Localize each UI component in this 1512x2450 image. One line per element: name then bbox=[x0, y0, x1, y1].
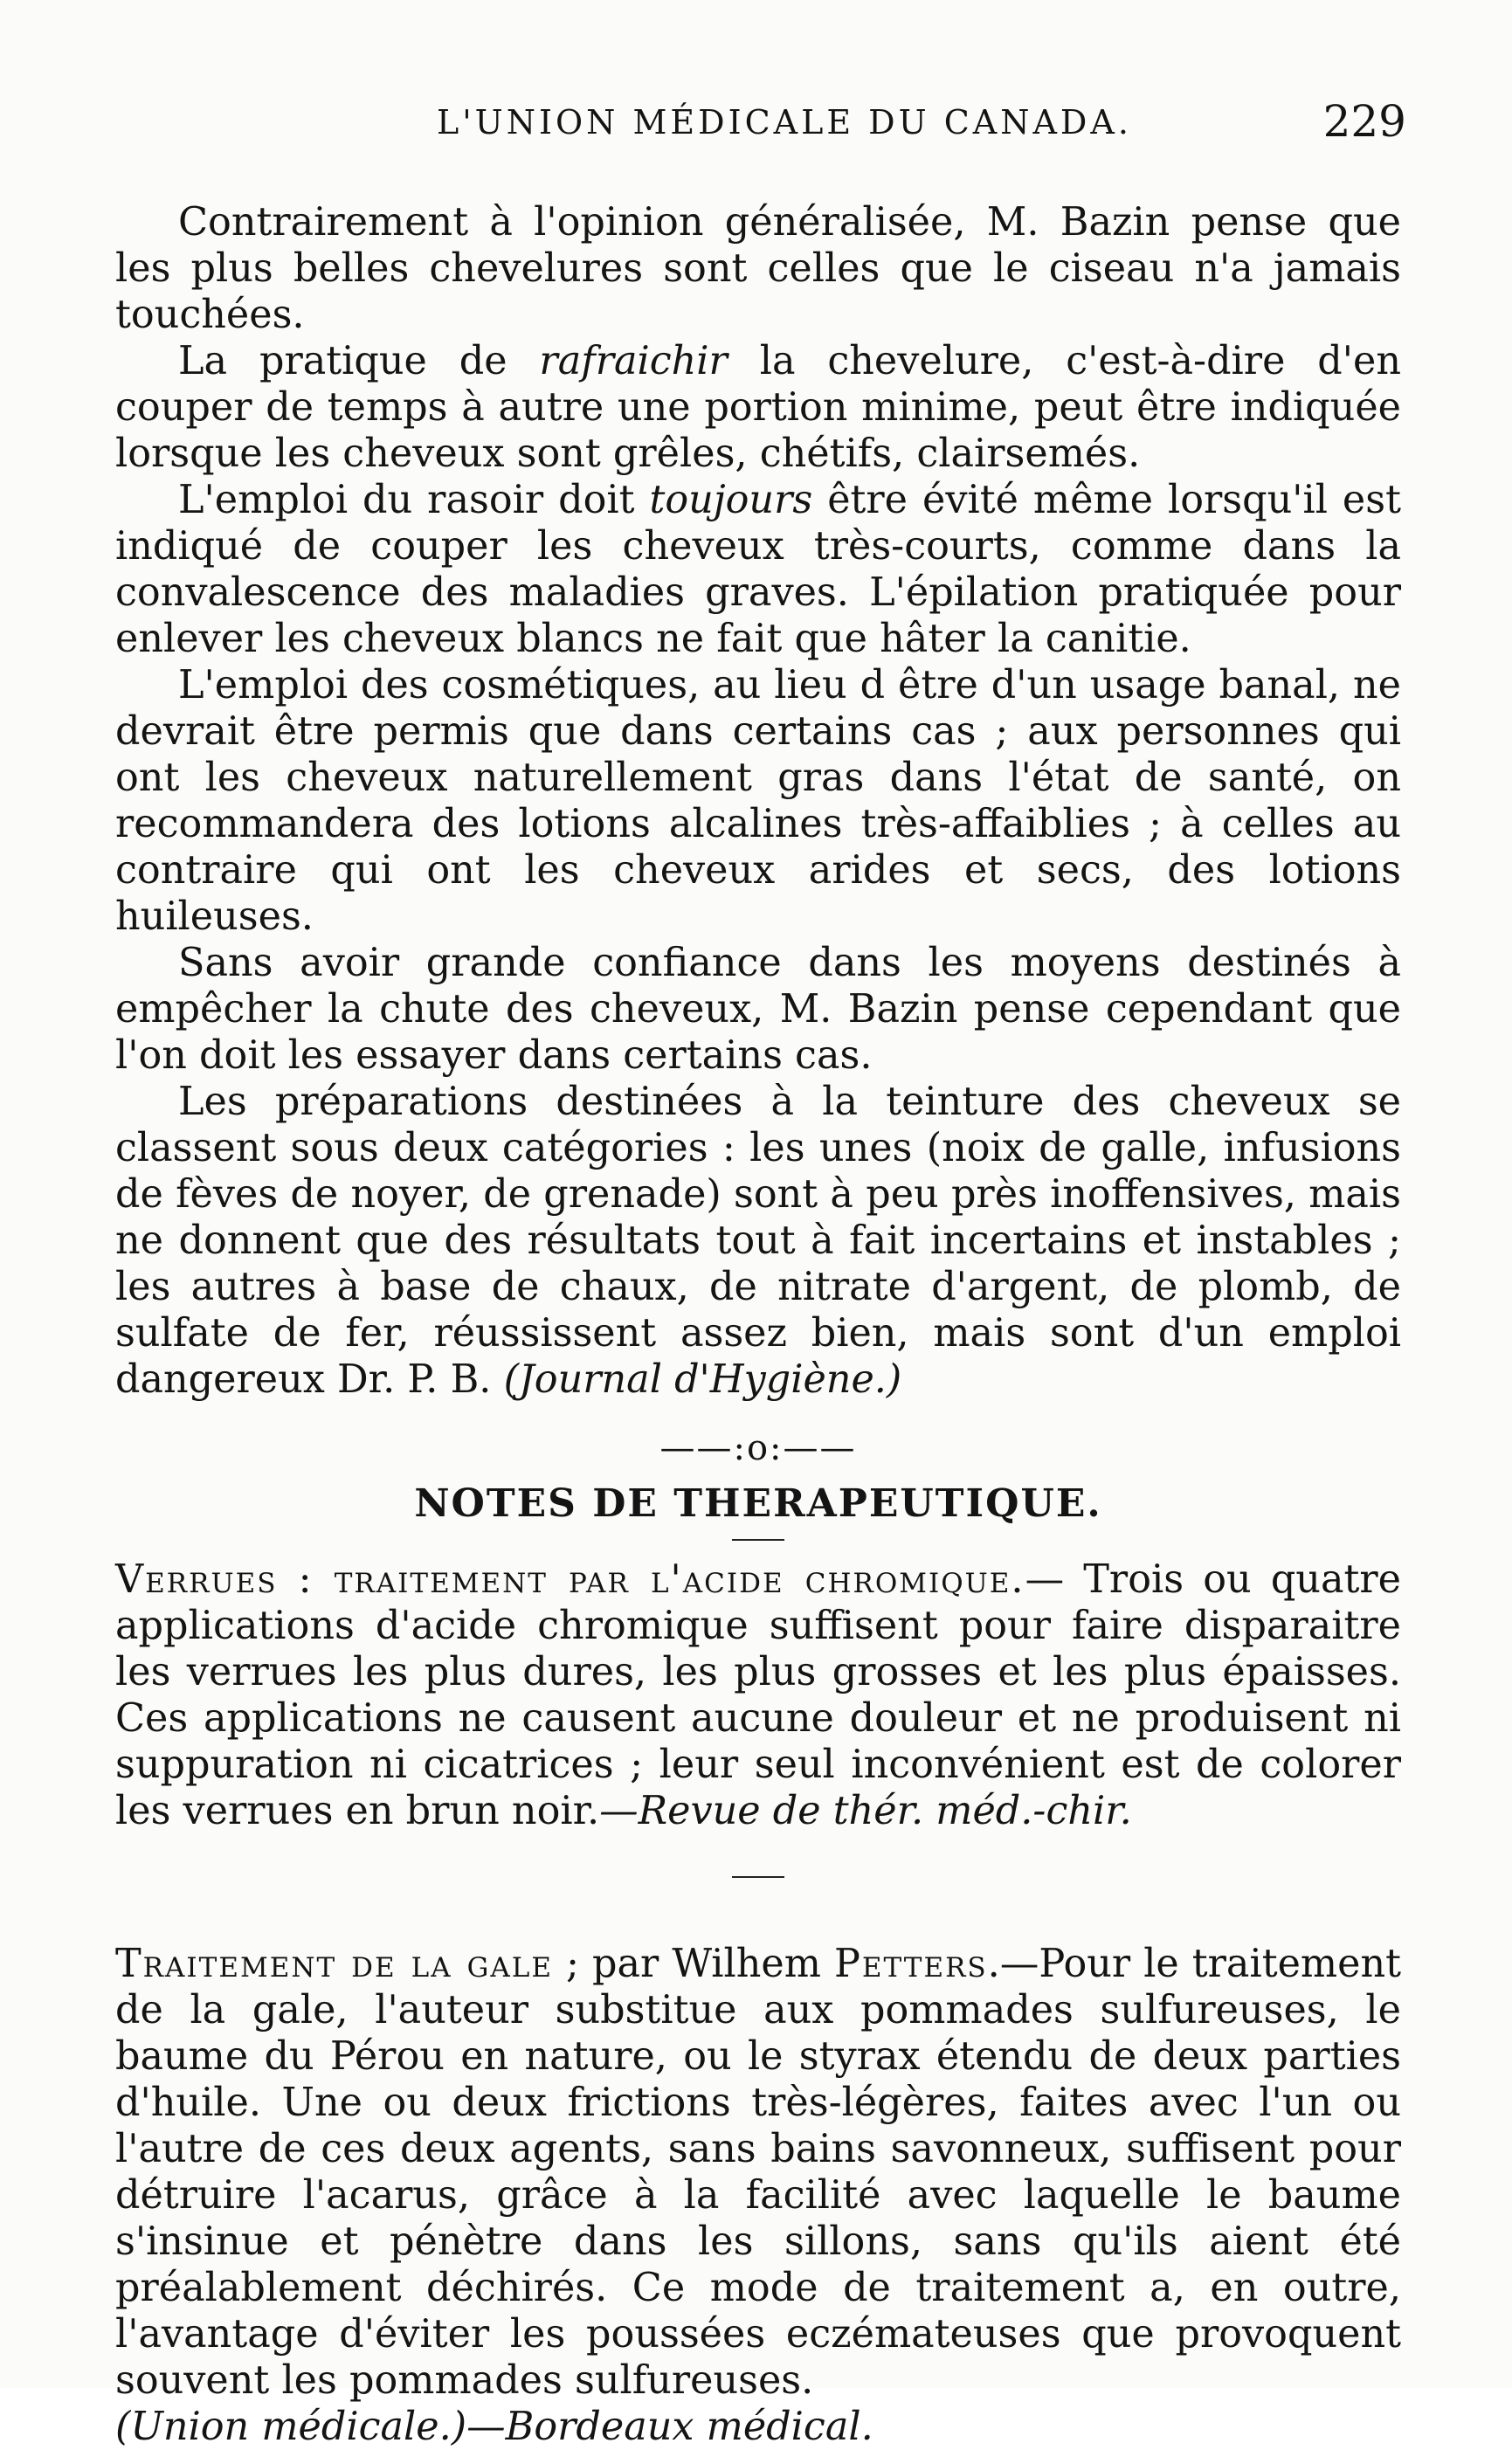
text-run: être évité même lorsqu'il est indiqué de couper les cheveux très-courts, comme dans la convalescence des maladies graves. L'épilation pratiquée pour enlever les cheveux blancs ne fait que hâter la canitie. bbox=[115, 478, 1401, 661]
italic-term: toujours bbox=[649, 478, 813, 522]
source-citation: (Journal d'Hygiène.) bbox=[503, 1357, 902, 1402]
note-author: Petters bbox=[833, 1942, 988, 1986]
note-text: ; par Wilhem bbox=[553, 1942, 834, 1986]
note-gale bbox=[115, 1941, 1401, 2450]
text-run: L'emploi du rasoir doit bbox=[178, 478, 650, 522]
journal-title: L'UNION MÉDICALE DU CANADA. bbox=[437, 103, 1132, 141]
page-body bbox=[115, 199, 1401, 2450]
page-number: 229 bbox=[1322, 96, 1406, 147]
section-heading: NOTES DE THERAPEUTIQUE. bbox=[414, 1481, 1102, 1526]
note-source: (Union médicale.)—Bordeaux médical. bbox=[115, 2405, 873, 2449]
section-separator: ——:o:—— bbox=[659, 1428, 857, 1468]
paragraph-rasoir bbox=[115, 477, 1401, 662]
note-title: Verrues : traitement par l'acide chromique. bbox=[115, 1557, 1025, 1602]
paragraph-cosmetiques: L'emploi des cosmétiques, au lieu d être d'un usage banal, ne devrait être permis que dans certains cas ; aux personnes qui ont les cheveux naturellement gras dans l'état de santé, on recommandera des lotions alcalines très-affaiblies ; à celles au contraire qui ont les cheveux arides et secs, des lotions huileuses. bbox=[115, 663, 1401, 939]
note-text: .—Pour le traitement de la gale, l'auteur substitue aux pommades sulfureuses, le baume du Pérou en nature, ou le styrax étendu de deux parties d'huile. Une ou deux frictions très-légères, faites avec l'un ou l'autre de ces deux agents, sans bains savonneux, suffisent pour détruire l'acarus, grâce à la facilité avec laquelle le baume s'insinue et pénètre dans les sillons, sans qu'ils aient été préalablement déchirés. Ce mode de traitement a, en outre, l'avantage d'éviter les poussées eczémateuses que provoquent souvent les pommades sulfureuses. bbox=[115, 1942, 1401, 2403]
paragraph-chute-cheveux: Sans avoir grande confiance dans les moyens destinés à empêcher la chute des cheveux, M. Bazin pense cependant que l'on doit les essayer dans certains cas. bbox=[115, 941, 1401, 1078]
text-run: Les préparations destinées à la teinture des cheveux se classent sous deux catégories : les unes (noix de galle, infusions de fèves de noyer, de grenade) sont à peu près inoffensives, mais ne donnent que des résultats tout à fait incertains et instables ; les autres à base de chaux, de nitrate d'argent, de plomb, de sulfate de fer, réussissent assez bien, mais sont d'un emploi dangereux Dr. P. B. bbox=[115, 1080, 1401, 1402]
paragraph-teinture bbox=[115, 1079, 1401, 1403]
text-run: La pratique de bbox=[178, 339, 540, 383]
note-divider bbox=[732, 1876, 784, 1878]
heading-rule bbox=[732, 1539, 784, 1541]
note-title: Traitement de la gale bbox=[115, 1942, 553, 1986]
note-text: — Trois ou quatre applications d'acide chromique suffisent pour faire disparaitre les verrues les plus dures, les plus grosses et les plus épaisses. Ces applications ne causent aucune douleur et ne produisent ni suppuration ni cicatrices ; leur seul inconvénient est de colorer les verrues en brun noir. bbox=[115, 1557, 1401, 1833]
paragraph-bazin-opinion: Contrairement à l'opinion généralisée, M. Bazin pense que les plus belles chevelures sont celles que le ciseau n'a jamais touchées. bbox=[115, 200, 1401, 337]
note-verrues bbox=[115, 1556, 1401, 1834]
italic-term: rafraichir bbox=[539, 339, 728, 383]
note-source: —Revue de thér. méd.-chir. bbox=[599, 1789, 1132, 1833]
running-head bbox=[114, 96, 1406, 155]
paragraph-rafraichir bbox=[115, 338, 1401, 477]
text-run: la chevelure, c'est-à-dire d'en couper de temps à autre une portion minime, peut être indiquée lorsque les cheveux sont grêles, chétifs, clairsemés. bbox=[115, 339, 1401, 476]
